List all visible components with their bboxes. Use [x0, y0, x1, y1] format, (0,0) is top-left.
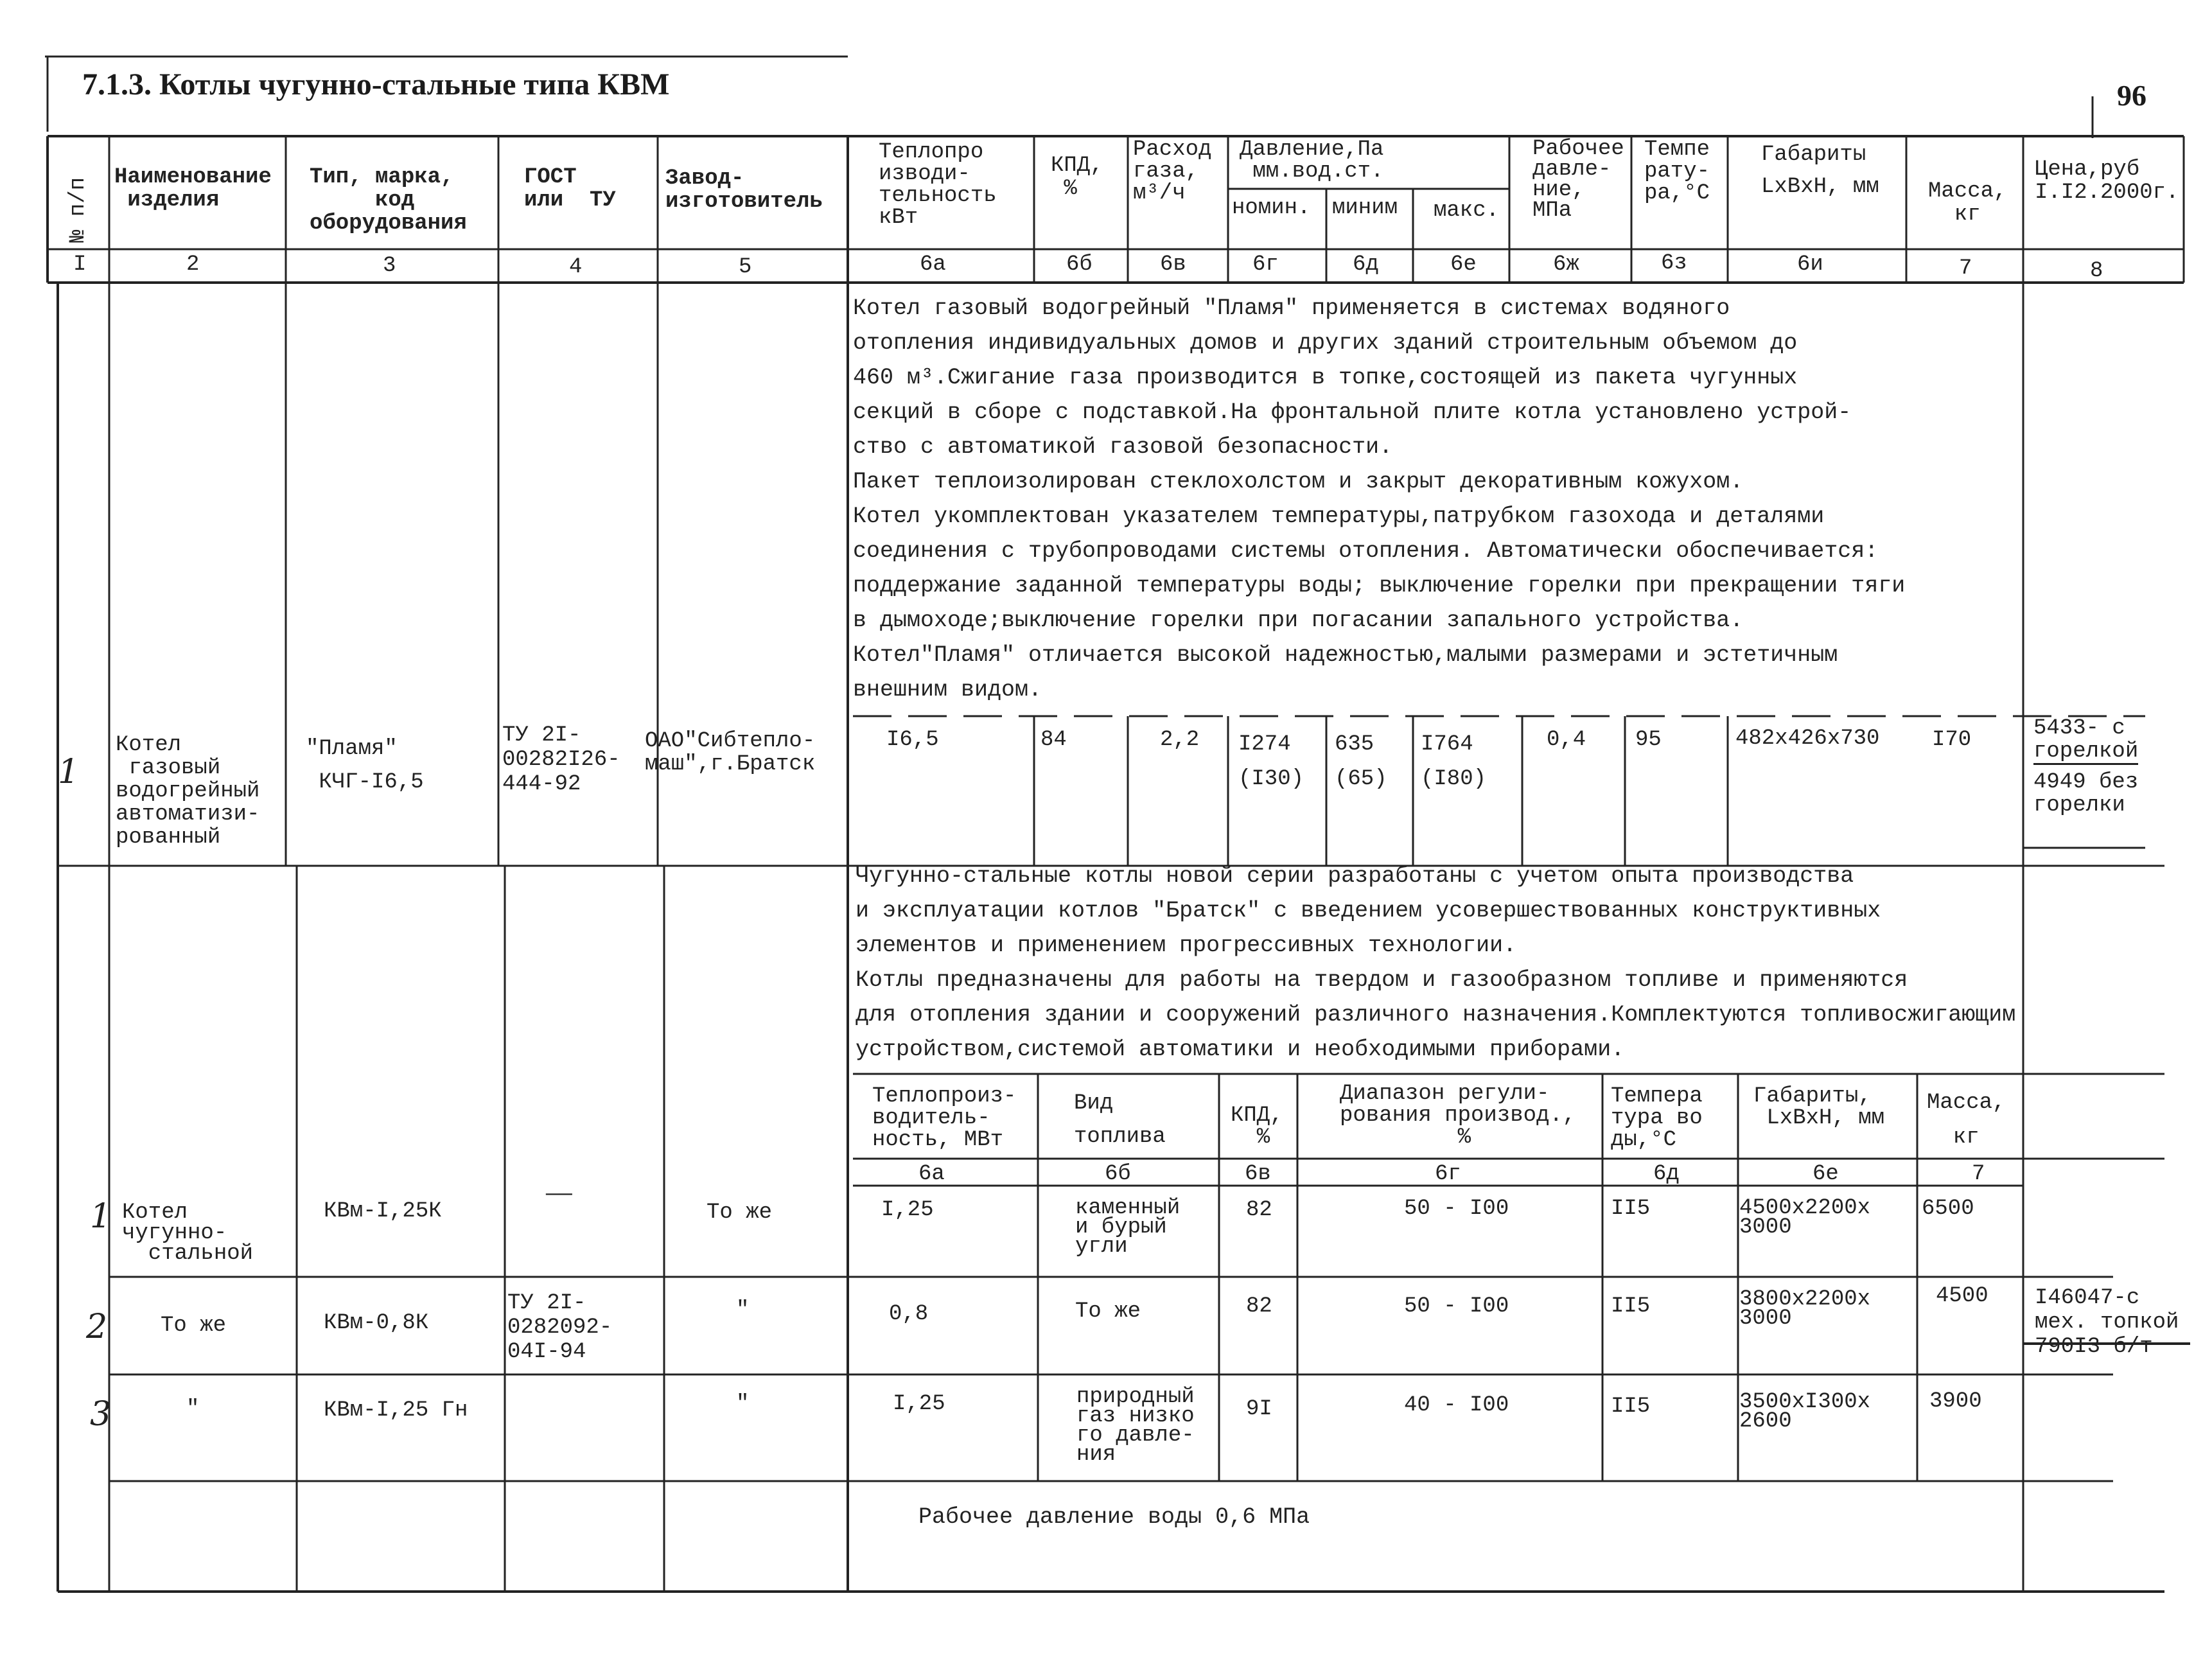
header-name: Наименование изделия — [114, 165, 272, 213]
text-line: ство с автоматикой газовой безопасности. — [853, 434, 1393, 460]
col-num: 3 — [383, 254, 396, 278]
col-num: 6е — [1450, 252, 1477, 277]
cell-maker: " — [736, 1298, 750, 1322]
header-gost: ГОСТ или ТУ — [524, 165, 616, 213]
cell-price-with-burner: 5433- с горелкой — [2033, 716, 2139, 764]
section-title: 7.1.3. Котлы чугунно-стальные типа КВМ — [82, 67, 670, 101]
cell-kpd: 9I — [1246, 1397, 1272, 1421]
text-line: Чугунно-стальные котлы новой серии разработаны с учетом опыта производства — [856, 863, 1854, 889]
text-line: отопления индивидуальных домов и других зданий строительным объемом до — [853, 330, 1798, 356]
cell-gas: 2,2 — [1160, 728, 1200, 752]
cell-max: I764 (I80) — [1421, 732, 1487, 791]
sub-col-num: 6б — [1105, 1162, 1131, 1186]
text-line: устройством,системой автоматики и необходимыми приборами. — [856, 1037, 1625, 1062]
header-maker: Завод- изготовитель — [665, 166, 823, 214]
cell-range: 50 - I00 — [1404, 1294, 1509, 1319]
col-num: 7 — [1959, 256, 1972, 281]
cell-heat: I6,5 — [886, 728, 939, 752]
header-temp: Темпе рату- ра,°С — [1644, 137, 1710, 206]
header-max: макс. — [1434, 198, 1500, 223]
cell-name: " — [186, 1397, 200, 1421]
text-line: для отопления здании и сооружений различного назначения.Комплектуются топливосжигающим — [856, 1002, 2016, 1028]
cell-kpd: 84 — [1040, 728, 1067, 752]
text-line: Котел газовый водогрейный "Пламя" применяется в системах водяного — [853, 295, 1730, 321]
cell-price-without-burner: 4949 без горелки — [2033, 770, 2139, 818]
col-num: 4 — [569, 255, 583, 279]
sub-header-heat: Теплопроиз- водитель- ность, МВт — [872, 1084, 1017, 1152]
cell-gost: ТУ 2I- 00282I26- 444-92 — [502, 723, 620, 796]
header-type: Тип, марка, код oборудования — [310, 165, 467, 236]
text-line: соединения с трубопроводами системы отопления. Автоматически обоспечивается: — [853, 538, 1879, 564]
cell-nom: I274 (I30) — [1238, 732, 1304, 791]
text-line: Котел укомплектован указателем температуры,патрубком газохода и деталями — [853, 504, 1825, 529]
text-line: элементов и применением прогрессивных технологии. — [856, 933, 1517, 958]
cell-temp: II5 — [1611, 1197, 1651, 1221]
text-line: и эксплуатации котлов "Братск" с введением усовершествованных конструктивных — [856, 898, 1881, 924]
row-number: 3 — [90, 1395, 112, 1434]
col-num: 6з — [1661, 251, 1687, 276]
sub-col-num: 6г — [1435, 1162, 1461, 1186]
text-line: Котлы предназначены для работы на твердом и газообразном топливе и применяются — [856, 967, 1908, 993]
cell-dims: 3800х2200х 3000 — [1739, 1287, 1871, 1331]
sub-header-kpd: КПД, % — [1231, 1103, 1283, 1150]
cell-maker: " — [736, 1392, 750, 1416]
sub-col-num: 6е — [1813, 1162, 1839, 1186]
row-number: 1 — [58, 753, 80, 791]
cell-temp: 95 — [1635, 728, 1662, 752]
cell-dims: 482х426х730 — [1735, 726, 1880, 751]
cell-type: КВм-I,25 Гн — [324, 1398, 468, 1423]
header-price: Цена,руб I.I2.2000г. — [2035, 157, 2179, 205]
cell-range: 40 - I00 — [1404, 1393, 1509, 1418]
cell-fuel: природный газ низко го давле- ния — [1076, 1385, 1195, 1467]
cell-type: КВм-I,25К — [324, 1199, 442, 1224]
cell-temp: II5 — [1611, 1294, 1651, 1319]
cell-maker: ОАО"Сибтепло- маш",г.Братск — [645, 729, 816, 777]
cell-gost: —— — [546, 1182, 572, 1207]
sub-col-num: 6д — [1653, 1162, 1680, 1186]
cell-mass: 3900 — [1929, 1389, 1982, 1414]
sub-col-num: 7 — [1972, 1162, 1985, 1186]
cell-range: 50 - I00 — [1404, 1197, 1509, 1221]
header-min: миним — [1332, 196, 1398, 220]
col-num: 2 — [186, 252, 200, 277]
col-num: 6и — [1797, 252, 1823, 277]
cell-dims: 3500хI300х 2600 — [1739, 1390, 1871, 1434]
col-num: 6д — [1353, 252, 1379, 277]
sub-header-mass: Масса, кг — [1927, 1091, 2006, 1150]
sub-col-num: 6в — [1245, 1162, 1271, 1186]
col-num: 6г — [1252, 252, 1279, 277]
cell-fuel: каменный и бурый угли — [1075, 1196, 1181, 1259]
cell-name: Котел чугунно- стальной — [122, 1200, 254, 1266]
text-line: секций в сборе с подставкой.На фронтальной плите котла установлено устрой- — [853, 399, 1852, 425]
col-num: 5 — [739, 255, 752, 279]
cell-fuel: То же — [1075, 1299, 1141, 1324]
header-gas: Расход газа, м³/ч — [1133, 137, 1212, 206]
sub-header-temp: Темпера тура во ды,°С — [1611, 1084, 1703, 1152]
cell-maker: То же — [707, 1200, 773, 1225]
header-nom: номин. — [1232, 196, 1311, 220]
header-heat: Теплопро изводи- тельность кВт — [879, 140, 997, 230]
col-num: 6а — [920, 252, 946, 277]
page-number: 96 — [2117, 79, 2146, 112]
sub-header-dims: Габариты, LхВхН, мм — [1753, 1084, 1885, 1130]
text-line: Пакет теплоизолирован стеклохолстом и закрыт декоративным кожухом. — [853, 469, 1744, 495]
header-row-no: № п/п — [66, 177, 91, 243]
cell-mass: I70 — [1932, 728, 1972, 752]
sub-col-num: 6а — [918, 1162, 945, 1186]
cell-mass: 6500 — [1922, 1197, 1974, 1221]
text-line: 460 м³.Сжигание газа производится в топке,состоящей из пакета чугунных — [853, 365, 1798, 391]
text-line: поддержание заданной температуры воды; выключение горелки при прекращении тяги — [853, 573, 1906, 599]
col-num: 6б — [1066, 252, 1093, 277]
cell-kpd: 82 — [1246, 1198, 1272, 1222]
cell-name: То же — [161, 1313, 227, 1338]
text-line: Котел"Пламя" отличается высокой надежностью,малыми размерами и эстетичным — [853, 642, 1838, 668]
cell-gost: ТУ 2I- 0282092- 04I-94 — [507, 1291, 613, 1364]
row-number: 2 — [86, 1308, 108, 1346]
sub-header-range: Диапазон регули- рования производ., % — [1340, 1082, 1576, 1150]
header-dims: Габариты LхВхН, мм — [1761, 143, 1879, 199]
text-line: в дымоходе;выключение горелки при погасании запального устройства. — [853, 608, 1744, 633]
note: Рабочее давление воды 0,6 МПа — [918, 1504, 1310, 1530]
col-num: 8 — [2090, 259, 2103, 283]
cell-price: I46047-с мех. топкой 790I3 б/т — [2035, 1286, 2179, 1359]
cell-min: 635 (65) — [1335, 732, 1387, 791]
cell-heat: I,25 — [893, 1392, 945, 1416]
cell-heat: 0,8 — [889, 1302, 929, 1326]
cell-temp: II5 — [1611, 1394, 1651, 1419]
cell-name: Котел газовый водогрейный автоматизи- рованный — [116, 733, 260, 850]
header-mass: Масса, кг — [1928, 179, 2007, 227]
col-num: 6в — [1160, 252, 1186, 277]
cell-type: КВм-0,8К — [324, 1311, 429, 1335]
text-line: внешним видом. — [853, 677, 1042, 703]
row-number: 1 — [90, 1197, 112, 1236]
header-work-pressure: Рабочее давле- ние, МПа — [1532, 137, 1624, 223]
cell-dims: 4500х2200х 3000 — [1739, 1196, 1871, 1240]
col-num: 6ж — [1553, 252, 1579, 277]
cell-type: "Пламя" КЧГ-I6,5 — [306, 737, 424, 794]
cell-kpd: 82 — [1246, 1294, 1272, 1319]
header-kpd: КПД, % — [1051, 154, 1103, 201]
cell-work-pressure: 0,4 — [1547, 728, 1586, 752]
sub-header-fuel: Вид топлива — [1074, 1091, 1166, 1149]
cell-heat: I,25 — [881, 1198, 934, 1222]
cell-mass: 4500 — [1936, 1284, 1988, 1308]
col-num: I — [73, 252, 87, 277]
header-pressure: Давление,Па мм.вод.ст. — [1240, 137, 1384, 184]
